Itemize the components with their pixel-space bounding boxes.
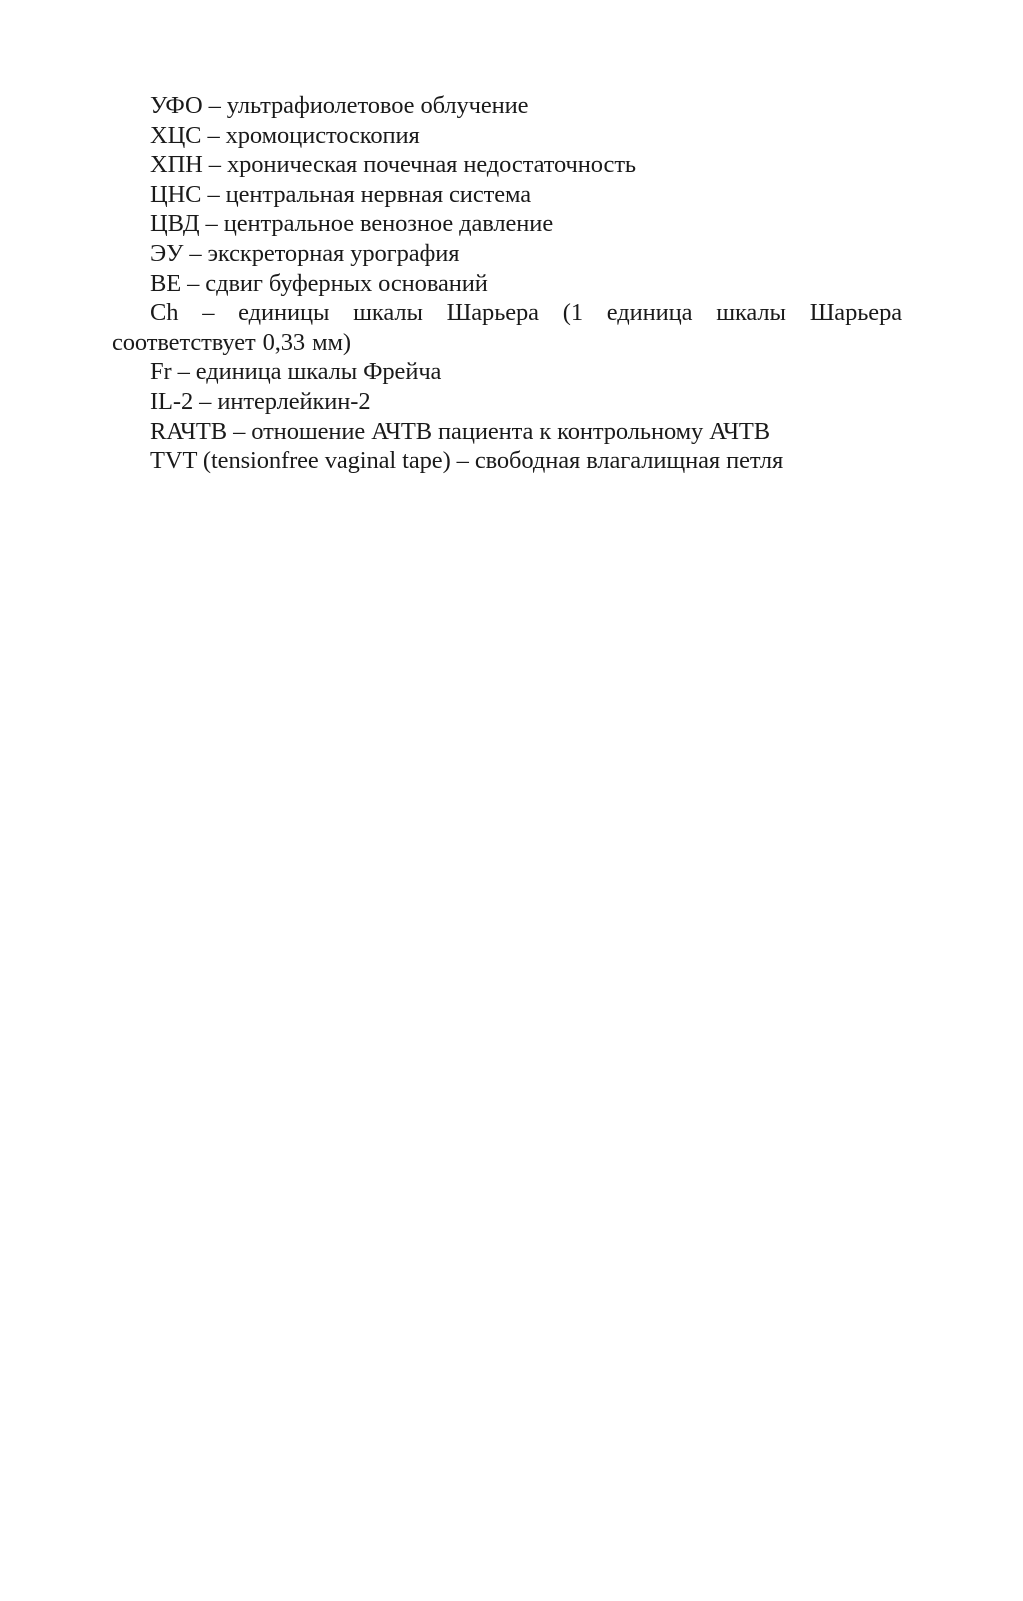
abbreviation-entry: ЦНС – центральная нервная система [150,180,531,208]
abbreviation-entry: УФО – ультрафиолетовое облучение [150,92,529,119]
abbreviation-entry: RАЧТВ – отношение АЧТВ пациента к контрольному АЧТВ [150,417,771,445]
abbreviation-entry: IL-2 – интерлейкин-2 [150,387,371,415]
abbreviation-entry: ХЦС – хромоцистоскопия [150,121,420,149]
abbreviation-list [112,91,902,476]
abbreviation-entry: Fr – единица шкалы Фрейча [150,358,442,386]
abbreviation-entry: ЭУ – экскреторная урография [150,239,460,267]
abbreviation-entry: TVT (tensionfree vaginal tape) – свободная влагалищная петля [150,447,784,475]
abbreviation-entry: BE – сдвиг буферных оснований [150,269,488,297]
abbreviation-entry: ЦВД – центральное венозное давление [150,210,554,238]
abbreviation-entry: Ch – единицы шкалы Шарьера (1 единица шкалы Шарьера соответствует 0,33 мм) [112,299,902,356]
abbreviation-entry: ХПН – хроническая почечная недостаточность [150,151,637,179]
